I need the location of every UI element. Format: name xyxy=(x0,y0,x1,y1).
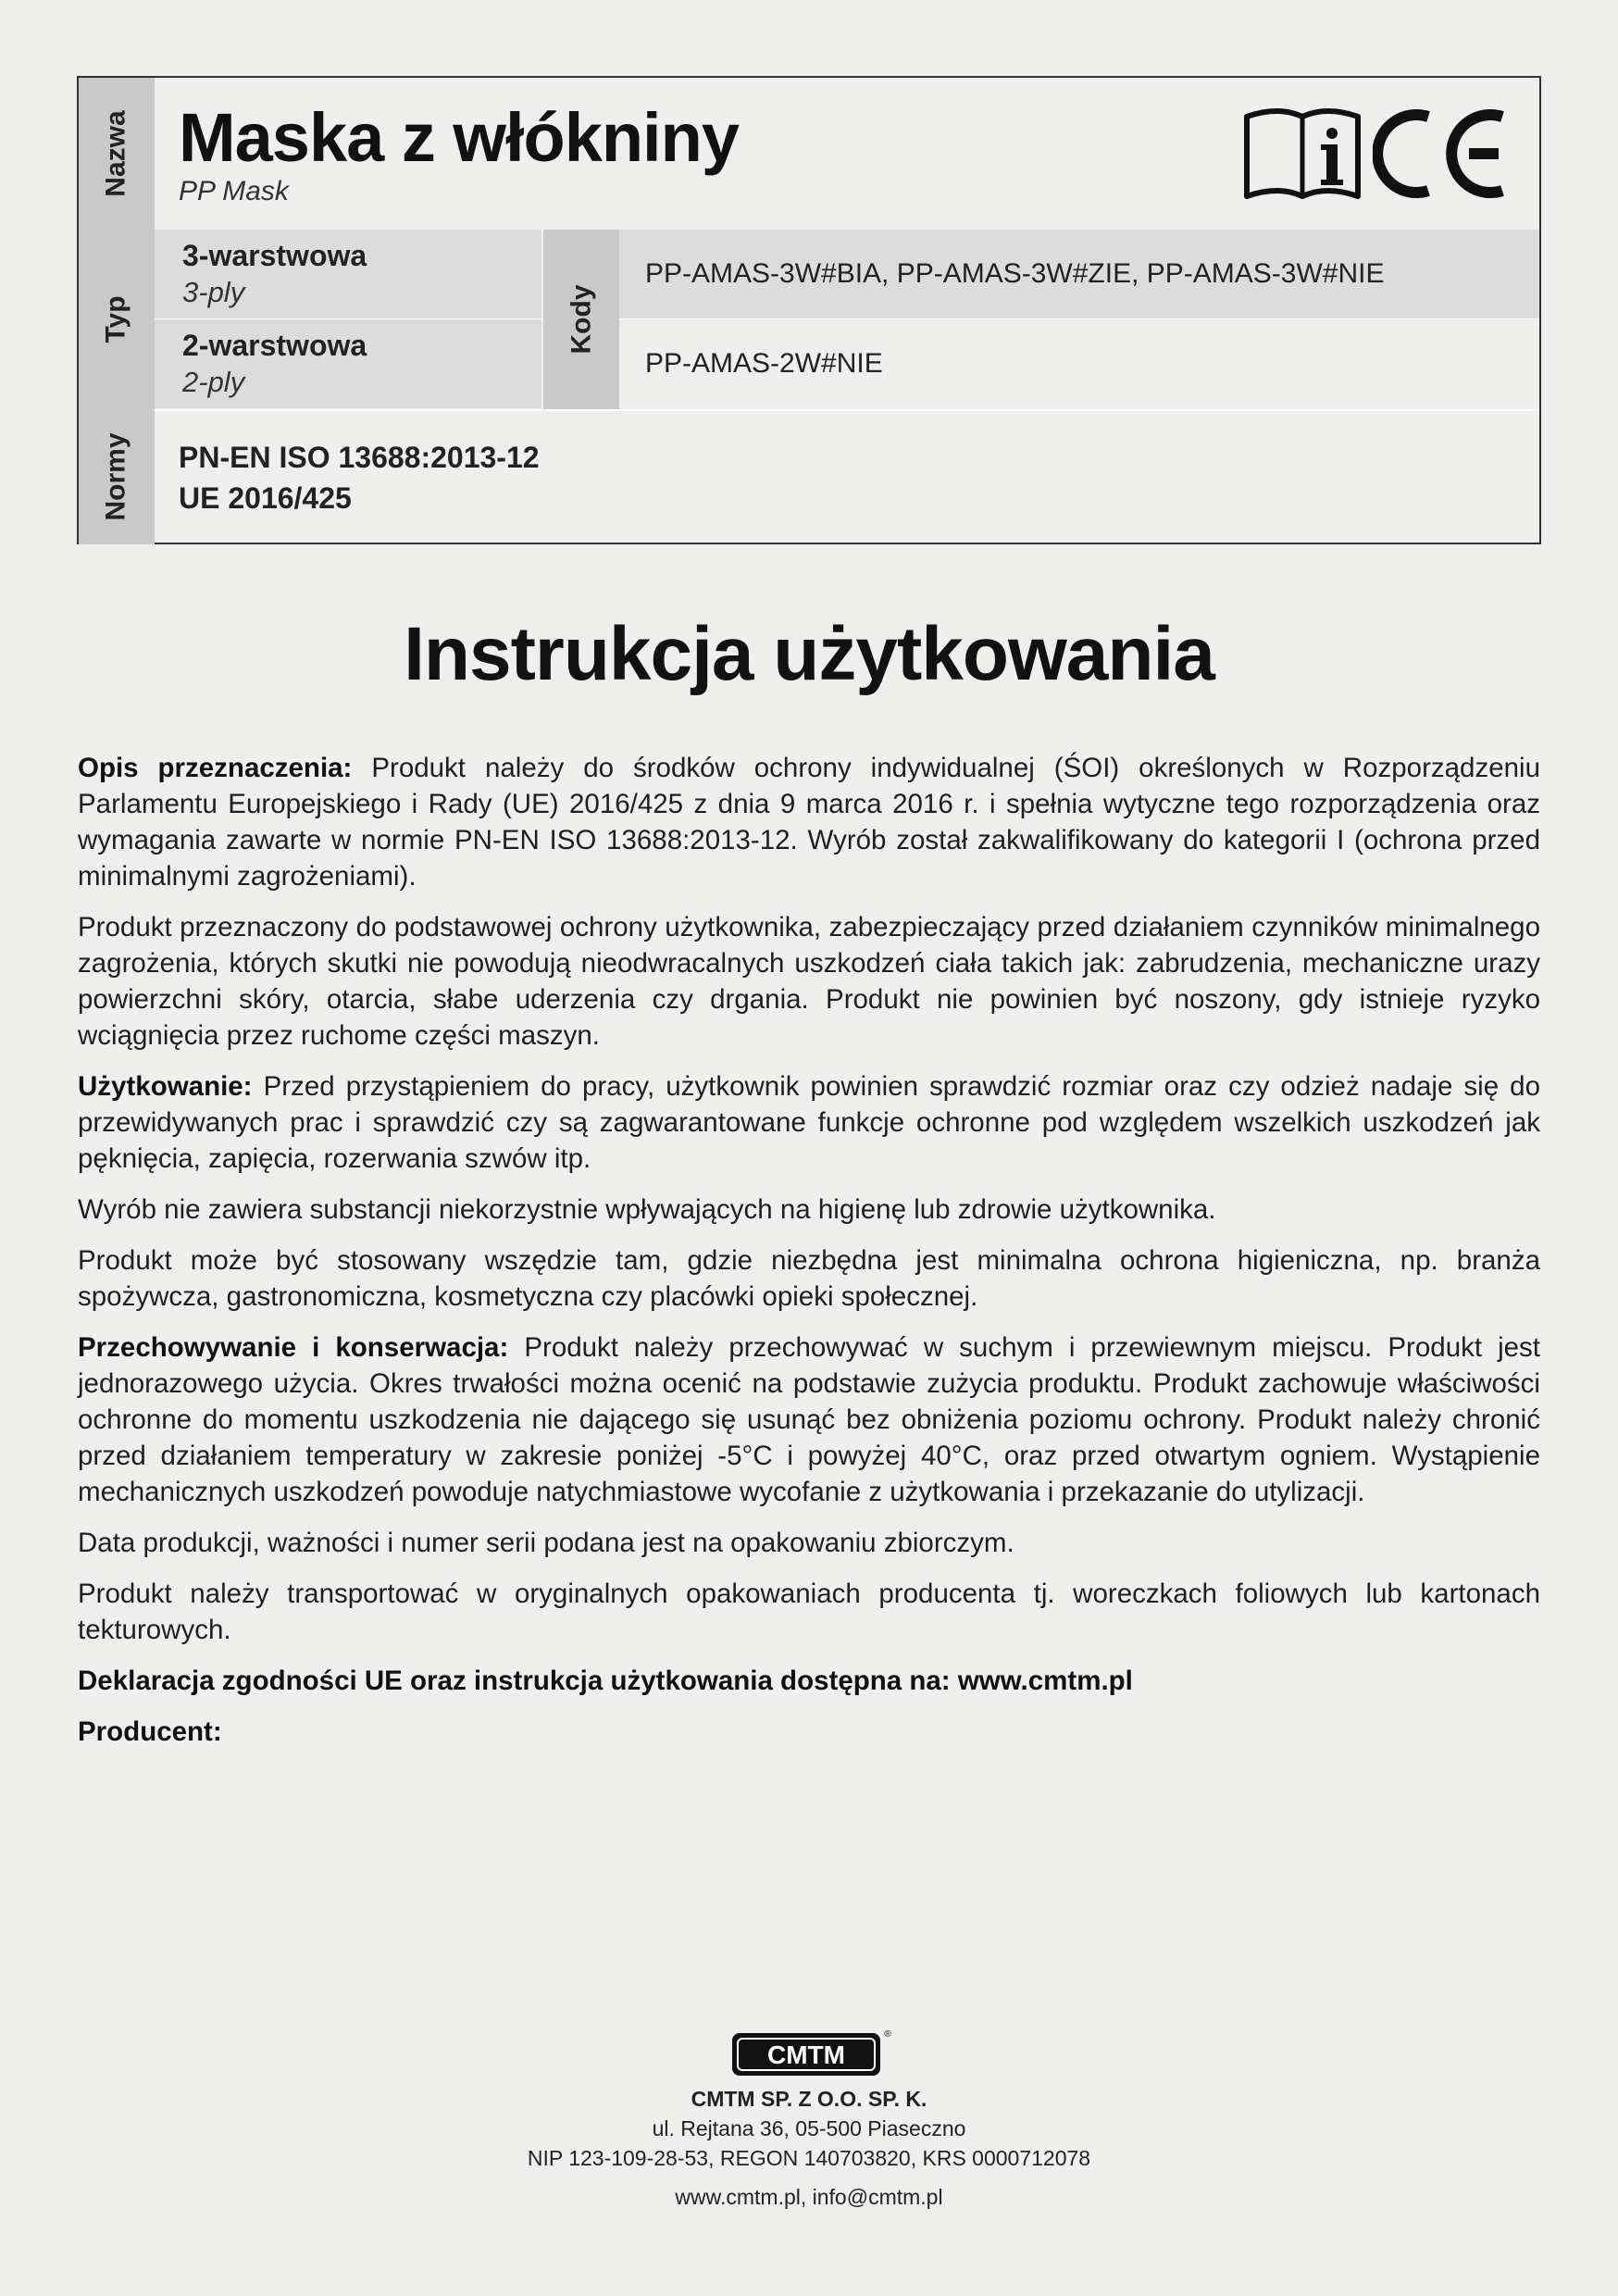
norms-row xyxy=(79,409,1539,544)
company-address: ul. Rejtana 36, 05-500 Piaseczno xyxy=(652,2116,966,2140)
storage-label: Przechowywanie i konserwacja: xyxy=(78,1332,509,1363)
instructions-body xyxy=(78,750,1540,1765)
paragraph-usage xyxy=(78,1068,1540,1177)
declaration-text: Deklaracja zgodności UE oraz instrukcja użytkowania dostępna na: www.cmtm.pl xyxy=(78,1666,1133,1696)
usage-label: Użytkowanie: xyxy=(78,1071,253,1102)
paragraph: Produkt przeznaczony do podstawowej ochrony użytkownika, zabezpieczający przed działaniem czynników minimalnego zagrożenia, których skutki nie powodują nieodwracalnych uszkodzeń ciała takich jak: zabrudzenia, mechaniczne urazy powierzchni skóry, otarcia, słabe uderzenia czy drgania. Produkt nie powinien być noszony, gdy istnieje ryzyko wciągnięcia przez ruchome części maszyn. xyxy=(78,912,1540,1051)
name-row xyxy=(79,78,1539,231)
paragraph: Data produkcji, ważności i numer serii podana jest na opakowaniu zbiorczym. xyxy=(78,1528,1014,1558)
nazwa-label: Nazwa xyxy=(101,110,131,197)
page-heading: Instrukcja użytkowania xyxy=(404,612,1214,696)
typ-label: Typ xyxy=(100,295,131,343)
cmtm-logo xyxy=(730,2028,893,2079)
type-cell xyxy=(155,319,541,408)
paragraph-purpose xyxy=(78,750,1540,894)
product-codes: PP-AMAS-3W#BIA, PP-AMAS-3W#ZIE, PP-AMAS-3W#NIE xyxy=(645,258,1385,289)
storage-text: Produkt należy przechowywać w suchym i przewiewnym miejscu. Produkt jest jednorazowego użycia. Okres trwałości można ocenić na podstawie zużycia produktu. Produkt zachowuje właściwości ochronne do momentu uszkodzenia nie dającego się usunąć bez obniżenia poziomu ochrony. Produkt należy chronić przed działaniem temperatury w zakresie poniżej -5°C i powyżej 40°C, oraz przed otwartym ogniem. Wystąpienie mechanicznych uszkodzeń powoduje natychmiastowe wycofanie z użytkowania i przekazanie do utylizacji. xyxy=(78,1332,1540,1507)
type-name: 3-warstwowa xyxy=(182,239,367,272)
ce-mark-icon xyxy=(1373,106,1512,202)
purpose-label: Opis przeznaczenia: xyxy=(78,753,353,783)
typ-label-cell xyxy=(79,230,155,409)
type-cell xyxy=(155,230,541,320)
norm-item: UE 2016/425 xyxy=(179,481,352,515)
usage-text: Przed przystąpieniem do pracy, użytkownik powinien sprawdzić rozmiar oraz czy odzież nadaje się do przewidywanych prac i sprawdzić czy są zagwarantowane funkcje ochronne pod względem wszelkich uszkodzeń jak pęknięcia, zapięcia, rozerwania szwów itp. xyxy=(78,1071,1540,1174)
type-sub: 3-ply xyxy=(182,276,245,308)
paragraph-storage xyxy=(78,1329,1540,1510)
paragraph: Wyrób nie zawiera substancji niekorzystnie wpływających na higienę lub zdrowie użytkownika. xyxy=(78,1194,1216,1225)
product-title: Maska z włókniny xyxy=(179,99,739,176)
normy-label-cell xyxy=(79,409,155,544)
product-info-table xyxy=(77,76,1541,544)
kody-label: Kody xyxy=(566,284,596,355)
kody-label-cell xyxy=(543,230,619,409)
producer-label: Producent: xyxy=(78,1716,222,1747)
code-cell xyxy=(619,230,1539,320)
purpose-text: Produkt należy do środków ochrony indywidualnej (ŚOI) określonych w Rozporządzeniu Parlamentu Europejskiego i Rady (UE) 2016/425 z dnia 9 marca 2016 r. i spełnia wytyczne tego rozporządzenia oraz wymagania zawarte w normie PN-EN ISO 13688:2013-12. Wyrób został zakwalifikowany do kategorii I (ochrona przed minimalnymi zagrożeniami). xyxy=(78,753,1540,892)
norm-item: PN-EN ISO 13688:2013-12 xyxy=(179,441,540,474)
declaration xyxy=(78,1663,1540,1699)
company-name: CMTM SP. Z O.O. SP. K. xyxy=(691,2087,927,2111)
nazwa-label-cell xyxy=(79,78,155,230)
product-subtitle: PP Mask xyxy=(179,176,289,206)
paragraph: Produkt może być stosowany wszędzie tam, gdzie niezbędna jest minimalna ochrona higieniczna, np. branża spożywcza, gastronomiczna, kosmetyczna czy placówki opieki społecznej. xyxy=(78,1245,1540,1312)
type-sub: 2-ply xyxy=(182,366,245,398)
code-cell xyxy=(619,319,1539,408)
normy-label: Normy xyxy=(101,432,131,521)
product-codes: PP-AMAS-2W#NIE xyxy=(645,348,883,379)
company-ids: NIP 123-109-28-53, REGON 140703820, KRS 0000712078 xyxy=(527,2146,1091,2170)
registered-mark: ® xyxy=(884,2029,891,2040)
type-name: 2-warstwowa xyxy=(182,329,367,362)
type-row xyxy=(79,230,1539,411)
logo-text: CMTM xyxy=(767,2040,845,2069)
producer xyxy=(78,1714,1540,1750)
paragraph: Produkt należy transportować w oryginalnych opakowaniach producenta tj. woreczkach foliowych lub kartonach tekturowych. xyxy=(78,1578,1540,1645)
company-contact: www.cmtm.pl, info@cmtm.pl xyxy=(675,2185,943,2209)
